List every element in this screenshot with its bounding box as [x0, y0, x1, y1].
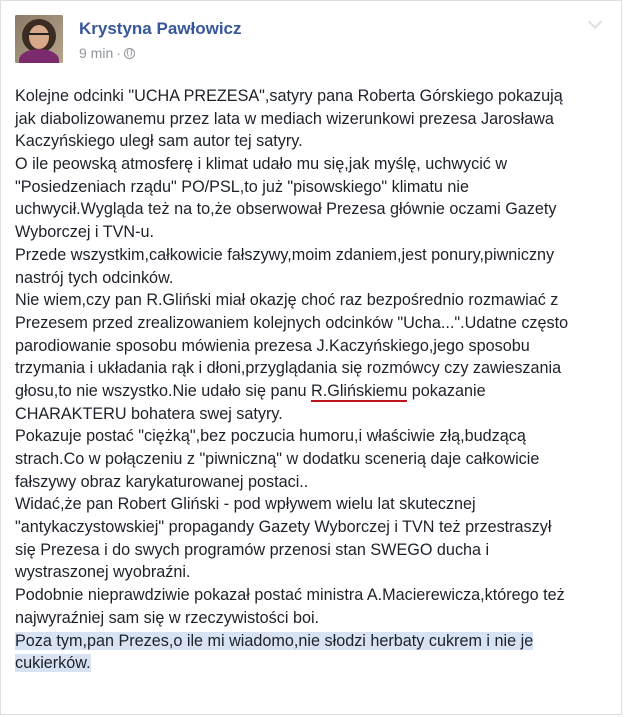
post-text-line-underlined [15, 380, 615, 403]
post-text-fragment: głosu,to nie wszystko.Nie udało się panu [15, 381, 312, 400]
post-text-line: Kolejne odcinki "UCHA PREZESA",satyry pana Roberta Górskiego pokazują [15, 87, 563, 105]
post-text-line: "Posiedzeniach rządu" PO/PSL,to już "pisowskiego" klimatu nie [15, 177, 469, 196]
post-text-line: jak diabolizowanemu przez lata w mediach wizerunkowi prezesa Jarosława [15, 109, 554, 128]
selected-text: Poza tym,pan Prezes,o ile mi wiadomo,nie słodzi herbaty cukrem i nie je [15, 631, 534, 650]
post-text-line: O ile peowską atmosferę i klimat udało mu się,jak myślę, uchwycić w [15, 155, 508, 174]
selected-text: cukierków. [15, 654, 91, 673]
post-text-line: Prezesem przed zrealizowaniem kolejnych odcinków "Ucha...".Udatne często [15, 313, 569, 332]
post-header [15, 15, 605, 63]
post-text-line: CHARAKTERU bohatera swej satyry. [15, 404, 283, 423]
post-text-line: Pokazuje postać "ciężką",bez poczucia humoru,i właściwie złą,budzącą [15, 427, 526, 446]
highlighted-line [15, 630, 615, 653]
post-text-line: Widać,że pan Robert Gliński - pod wpływem wielu lat skutecznej [15, 495, 476, 514]
post-timestamp[interactable]: 9 min [79, 45, 114, 61]
post-text-line: Nie wiem,czy pan R.Gliński miał okazję choć raz bezpośrednio rozmawiać z [15, 291, 559, 310]
globe-icon[interactable] [124, 48, 135, 59]
post-text [15, 85, 615, 675]
post-text-line: Kaczyńskiego uległ sam autor tej satyry. [15, 132, 303, 151]
post-text-line: "antykaczystowskiej" propagandy Gazety Wyborczej i TVN też przestraszył [15, 518, 552, 537]
post-text-line: parodiowanie sposobu mówienia prezesa J.Kaczyńskiego,jego sposobu [15, 336, 530, 355]
post-text-line: wystraszonej wyobraźni. [15, 563, 191, 582]
underlined-name: R.Glińskiemu [311, 381, 408, 400]
post-text-line: Przede wszystkim,całkowicie fałszywy,moim zdaniem,jest ponury,piwniczny [15, 245, 555, 264]
post-text-fragment: pokazanie [407, 381, 486, 400]
post-text-line: najwyraźniej sam się w rzeczywistości boi. [15, 608, 320, 627]
post-text-line: trzymania i układania rąk i dłoni,przyglądania się rozmówcy czy zawieszania [15, 359, 562, 378]
post-meta [79, 45, 135, 61]
meta-separator: · [116, 45, 121, 61]
highlighted-line [15, 652, 615, 675]
post-text-line: Wyborczej i TVN-u. [15, 223, 154, 242]
post-text-line: strach.Co w połączeniu z "piwniczną" w dodatku scenerią daje całkowicie [15, 450, 540, 468]
post-text-line: się Prezesa i do swych programów przenosi stan SWEGO ducha i [15, 540, 490, 559]
chevron-down-icon[interactable] [585, 15, 605, 35]
avatar[interactable] [15, 15, 63, 63]
post-text-line: nastrój tych odcinków. [15, 268, 174, 287]
post-text-line: uchwycił.Wygląda też na to,że obserwował Prezesa głównie oczami Gazety [15, 200, 557, 219]
author-name[interactable]: Krystyna Pawłowicz [79, 19, 242, 38]
post-text-line: fałszywy obraz karykaturowanej postaci.. [15, 472, 309, 491]
post-text-line: Podobnie nieprawdziwie pokazał postać ministra A.Macierewicza,którego też [15, 586, 565, 605]
